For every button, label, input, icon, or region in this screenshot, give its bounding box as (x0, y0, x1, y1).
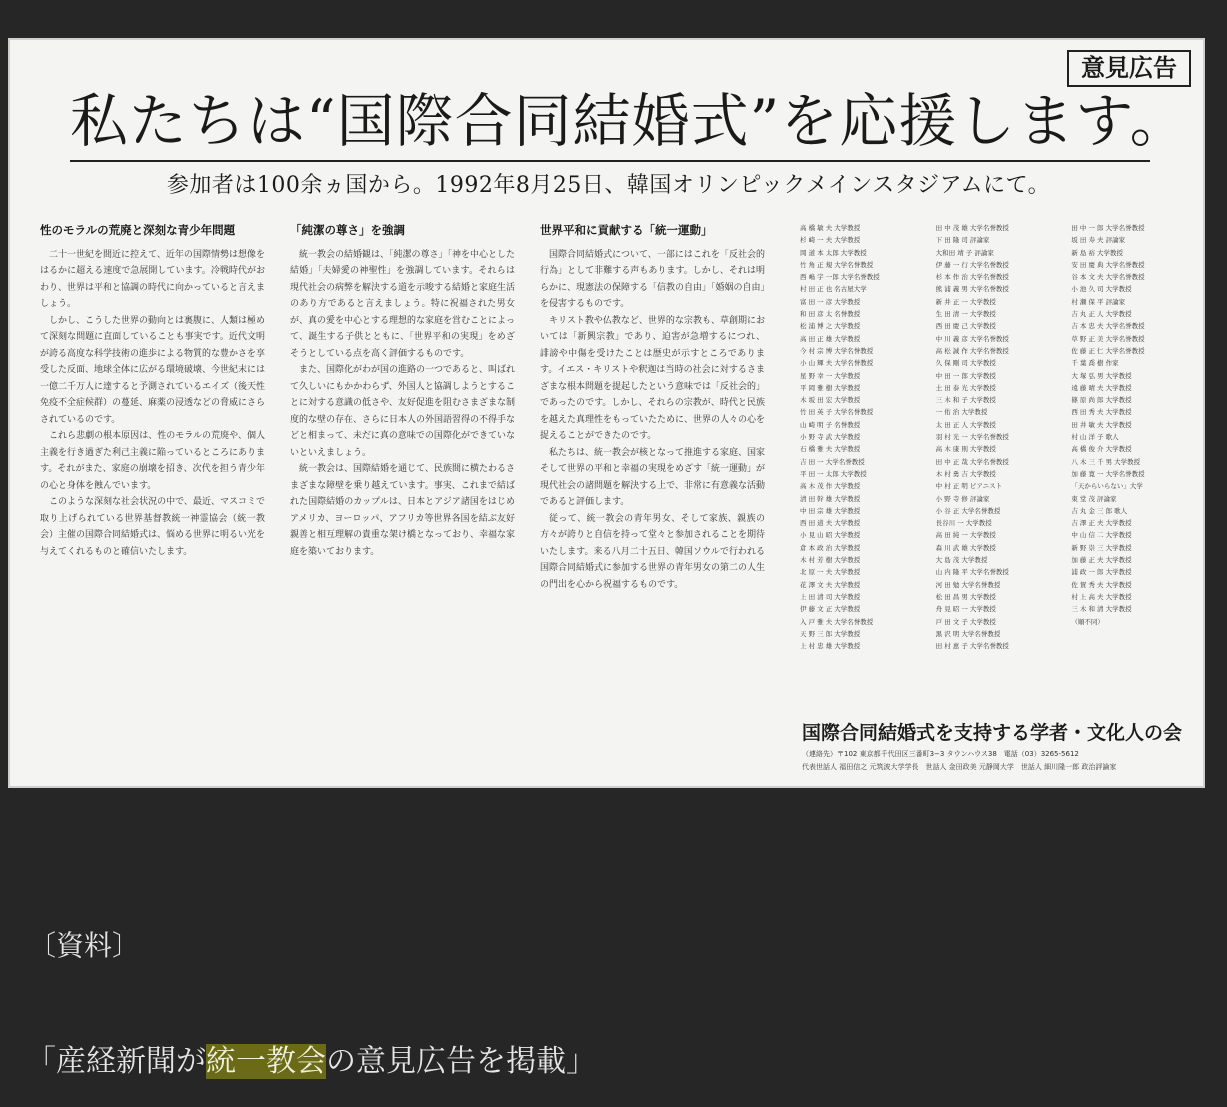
supporter-name: 羽 村 光 一 大学名誉教授 (935, 433, 1009, 442)
column-paragraph: また、国際化がわが国の進路の一つであると、叫ばれて久しいにもかかわらず、外国人と協調しようとすることに対する意識の低さや、友好促進を阻むさまざまな制度的な壁の存在、さらに日本人の外国語習得の不得手などと相まって、未だに真の意味での国際化ができていないといえましょう。 (290, 365, 516, 458)
supporter-name: 村 山 洋 子 歌人 (1071, 433, 1119, 442)
material-label: 〔資料〕 (28, 929, 141, 962)
supporter-name: 黒 沢 明 大学名誉教授 (935, 629, 1001, 638)
supporter-name: 高 田 正 雄 大学教授 (800, 334, 861, 343)
supporter-name: 竹 田 英 子 大学名誉教授 (800, 408, 874, 417)
supporter-name: 村 瀬 保 平 評論家 (1071, 297, 1126, 306)
supporter-name: 平 田 一 太郎 大学教授 (800, 469, 867, 478)
contact-line: （連絡先）〒102 東京都千代田区三番町3−3 タウンハウス38 電話（03）3265-5612 (802, 750, 1079, 758)
supporter-name: 松 浦 博 之 大学教授 (800, 322, 861, 331)
supporter-name: 田 村 恵 子 大学名誉教授 (935, 642, 1009, 651)
supporter-name: 伊 藤 文 正 大学教授 (800, 605, 861, 614)
supporter-name: 加 藤 正 夫 大学教授 (1071, 556, 1132, 565)
column-paragraph: しかし、こうした世界の動向とは裏腹に、人類は極めて深刻な問題に直面していることも事実です。近代文明が誇る高度な科学技術の進歩による物質的な豊かさを享受した反面、地球全体に広がる環境破壊、今世紀末には一億二千万人に達すると予測されているエイズ（後天性免疫不全症候群）の蔓延、麻薬の浸透などの脅威にさらされているのです。 (40, 315, 266, 425)
supporter-name: 西 嶋 宇 一郎 大学名誉教授 (800, 273, 880, 282)
supporter-name: 千 葉 喬 樹 作家 (1071, 359, 1119, 368)
newspaper-ad-clipping (8, 38, 1205, 788)
supporter-name: 伊 藤 一 行 大学名誉教授 (935, 260, 1009, 269)
supporter-name: 長谷川 一 大学教授 (935, 519, 992, 528)
supporter-name: 星 野 幸 一 大学教授 (800, 371, 861, 380)
supporter-name: 清 田 幹 雄 大学教授 (800, 494, 861, 503)
supporter-name: 入 戸 雅 夫 大学名誉教授 (800, 617, 874, 626)
supporter-name: 新 井 正 一 大学教授 (935, 297, 996, 306)
supporter-name: 平 岡 雅 樹 大学教授 (800, 383, 861, 392)
supporter-name: 小 池 久 司 大学教授 (1071, 285, 1132, 294)
supporter-name: 今 村 宗 博 大学名誉教授 (800, 346, 874, 355)
caption-text (26, 1036, 596, 1080)
supporter-name: 西 田 道 夫 大学教授 (800, 519, 861, 528)
column-paragraph: これら悲劇の根本原因は、性のモラルの荒廃や、個人主義を行き過ぎた利己主義に陥っているところにあります。それがまた、家庭の崩壊を招き、次代を担う青少年の心と身体を蝕んでいます。 (40, 431, 266, 491)
supporter-name: 高 木 康 則 大学教授 (935, 445, 996, 454)
supporter-name: 太 田 正 人 大学教授 (935, 420, 996, 429)
column-paragraph: このような深刻な社会状況の中で、最近、マスコミで取り上げられている世界基督教統一神霊協会（統一教会）主催の国際合同結婚式は、悩める世界に明るい光を与えてくれるものと確信いたします。 (40, 497, 266, 557)
supporter-name: 八 木 三 千 男 大学教授 (1071, 457, 1141, 466)
contact-info (802, 748, 1197, 774)
supporter-name: 富 田 一 彦 大学教授 (800, 297, 861, 306)
column-paragraph: 二十一世紀を間近に控えて、近年の国際情勢は想像をはるかに超える速度で急展開しています。冷戦時代がおわり、世界は平和と協調の時代に向かっていると言えましょう。 (40, 249, 266, 309)
supporter-name: 田 中 茂 雄 大学名誉教授 (935, 224, 1009, 232)
column-title: 性のモラルの荒廃と深刻な青少年問題 (40, 223, 236, 237)
supporter-name: 村 田 正 也 名古屋大学 (800, 285, 867, 294)
organization-name: 国際合同結婚式を支持する学者・文化人の会 (802, 722, 1183, 744)
ad-headline: 私たちは“国際合同結婚式”を応援します。 (70, 90, 1150, 162)
supporter-name: 高 木 茂 作 大学教授 (800, 482, 861, 491)
column-title: 「純潔の尊さ」を強調 (290, 223, 405, 237)
supporter-name: 小 見 山 昭 大学教授 (800, 531, 861, 540)
caption-open-quote: 「 (26, 1044, 56, 1079)
supporter-name: 木 村 勇 吉 大学教授 (935, 469, 996, 478)
supporter-name: 「天からいらない」大学 (1071, 482, 1143, 491)
supporter-name: 上 村 忠 雄 大学教授 (800, 642, 861, 651)
supporter-name: 篠 原 尚 郎 大学教授 (1071, 396, 1132, 405)
supporter-name: 吉 田 一 大学名誉教授 (800, 457, 865, 466)
column-body (40, 247, 265, 561)
supporter-name: 北 原 一 夫 大学教授 (800, 568, 861, 577)
supporter-name: 中 川 義 彦 大学名誉教授 (935, 334, 1009, 343)
supporter-name: 一 佑 治 大学教授 (935, 408, 988, 417)
supporter-name: （順不同） (1071, 617, 1104, 626)
supporter-name: 小 野 寺 修 評論家 (935, 494, 990, 503)
supporter-name: 杉 崎 一 夫 大学教授 (800, 236, 861, 245)
supporter-name: 坂 田 寿 夫 評論家 (1071, 236, 1126, 245)
supporter-name: 安 田 慶 典 大学名誉教授 (1071, 260, 1145, 269)
supporter-name: 高 松 誠 作 大学名誉教授 (935, 346, 1009, 355)
supporter-name: 村 上 高 夫 大学教授 (1071, 592, 1132, 601)
supporter-names-list (800, 222, 1195, 722)
supporter-name: 高 橋 俊 介 大学教授 (1071, 445, 1132, 454)
supporter-name: 山 内 隆 平 大学名誉教授 (935, 568, 1009, 577)
ad-subheadline: 参加者は100余ヵ国から。1992年8月25日、韓国オリンピックメインスタジアムにて。 (166, 173, 1051, 198)
column-paragraph: キリスト教や仏教など、世界的な宗教も、草創期においては「新興宗教」であり、迫害が急増するにつれ、誹謗や中傷を受けたことは歴史が示すところであります。イエス・キリストや釈迦は当時の社会に対するさまざまな根本問題を提起したという意味では「反社会的」であったのです。しかし、それらの宗教が、時代と民族を越えた真理性をもっていたために、世界の人々の心を捉えることができたのです。 (540, 315, 766, 441)
supporter-name: 谷 本 文 夫 大学名誉教授 (1071, 273, 1145, 282)
supporter-name: 和 田 彦 太 名誉教授 (800, 310, 861, 319)
highlighted-term[interactable]: 統一教会 (206, 1044, 326, 1079)
supporter-name: 松 田 昌 男 大学教授 (935, 592, 996, 601)
ad-column-3 (540, 222, 765, 593)
supporter-name: 杉 本 作 治 大学名誉教授 (935, 273, 1009, 282)
supporter-name: 上 田 清 司 大学教授 (800, 592, 861, 601)
ad-column-2 (290, 222, 515, 560)
supporter-name: 吉 澤 正 夫 大学教授 (1071, 519, 1132, 528)
supporter-name: 小 野 寺 武 大学教授 (800, 433, 861, 442)
supporter-name: 中 山 信 二 大学教授 (1071, 531, 1132, 540)
column-paragraph: 統一教会は、国際結婚を通じて、民族間に横たわるさまざまな障壁を乗り越えています。事実、これまで結ばれた国際結婚のカップルは、日本とアジア諸国をはじめアメリカ、ヨーロッパ、アフリカ等世界各国を結ぶ友好親善と相互理解の貴重な架け橋となっており、幸福な家庭を築いております。 (290, 464, 516, 557)
supporter-name: 西 田 慶 己 大学教授 (935, 322, 996, 331)
supporter-name: 吉 本 忠 夫 大学名誉教授 (1071, 322, 1145, 331)
supporter-name: 中 田 一 郎 大学教授 (935, 371, 996, 380)
supporter-name: 小 山 輝 夫 大学名誉教授 (800, 359, 874, 368)
supporter-name: 石 橋 雅 夫 大学教授 (800, 445, 861, 454)
supporter-name: 佐 藤 正 仁 大学名誉教授 (1071, 346, 1145, 355)
supporter-name: 大 島 茂 大学教授 (935, 556, 988, 565)
supporter-name: 下 田 隆 司 評論家 (935, 236, 990, 245)
supporter-name: 中 村 正 明 ピアニスト (935, 482, 1003, 491)
supporter-name: 高 田 純 一 大学教授 (935, 531, 996, 540)
supporter-name: 小 谷 正 大学名誉教授 (935, 506, 1001, 515)
officers-line: 代表世話人 福田信之 元筑波大学学長 世話人 金田政美 元静岡大学 世話人 細川隆一郎 政治評論家 (802, 763, 1117, 771)
supporter-name: 土 田 泰 光 大学教授 (935, 383, 996, 392)
supporter-name: 新 島 裕 大学教授 (1071, 248, 1124, 257)
supporter-name: 大和田 靖 子 評論家 (935, 248, 994, 257)
column-body (290, 247, 515, 561)
supporter-name: 吉 丸 金 三 郎 歌人 (1071, 506, 1128, 515)
caption-after: の意見広告を掲載 (326, 1044, 566, 1079)
caption-before: 産経新聞が (56, 1044, 206, 1079)
supporter-name: 河 田 勉 大学名誉教授 (935, 580, 1001, 589)
supporter-name: 三 木 和 子 大学教授 (935, 396, 996, 405)
supporter-name: 大 塚 弘 男 大学教授 (1071, 371, 1132, 380)
names-column (800, 222, 924, 722)
column-title: 世界平和に貢献する「統一運動」 (540, 223, 713, 237)
column-body (540, 247, 765, 594)
supporter-name: 吉 丸 正 人 大学教授 (1071, 310, 1132, 319)
supporter-name: 竹 角 正 規 大学名誉教授 (800, 260, 874, 269)
supporter-name: 遠 藤 晴 夫 大学教授 (1071, 383, 1132, 392)
caption-close-quote: 」 (566, 1044, 596, 1079)
supporter-name: 森 川 武 雄 大学教授 (935, 543, 996, 552)
supporter-name: 生 田 清 一 大学教授 (935, 310, 996, 319)
supporter-name: 浦 政 一 郎 大学教授 (1071, 568, 1132, 577)
column-paragraph: 国際合同結婚式について、一部にはこれを「反社会的行為」として非難する声もあります。しかし、それは明らかに、現憲法の保障する「信教の自由」「婚姻の自由」を侵害するものです。 (540, 249, 766, 309)
supporter-name: 岡 道 本 太郎 大学教授 (800, 248, 867, 257)
supporter-name: 熊 浦 義 男 大学名誉教授 (935, 285, 1009, 294)
supporter-name: 東 堂 茂 評論家 (1071, 494, 1117, 503)
supporter-name: 山 崎 明 子 名誉教授 (800, 420, 861, 429)
supporter-name: 花 澤 文 夫 大学教授 (800, 580, 861, 589)
supporter-name: 舟 見 昭 一 大学教授 (935, 605, 996, 614)
supporter-name: 戸 田 文 子 大学教授 (935, 617, 996, 626)
supporter-name: 西 田 秀 夫 大学教授 (1071, 408, 1132, 417)
supporter-name: 田 井 敏 夫 大学教授 (1071, 420, 1132, 429)
supporter-name: 中 田 宗 雄 大学教授 (800, 506, 861, 515)
supporter-name: 木 村 芳 樹 大学教授 (800, 556, 861, 565)
supporter-name: 久 保 剛 司 大学教授 (935, 359, 996, 368)
supporter-name: 加 藤 寛 一 大学名誉教授 (1071, 469, 1145, 478)
column-paragraph: 従って、統一教会の青年男女、そして家族、親族の方々が誇りと自信を持って堂々と参加されることを期待いたします。来る八月二十五日、韓国ソウルで行われる国際合同結婚式に参加する世界の青年男女の第二の人生の門出を心から祝福するものです。 (540, 513, 766, 590)
supporter-name: 倉 本 政 治 大学教授 (800, 543, 861, 552)
supporter-name: 田 中 一 郎 大学名誉教授 (1071, 224, 1145, 232)
ad-column-1 (40, 222, 265, 560)
supporter-name: 天 野 三 郎 大学教授 (800, 629, 861, 638)
supporter-name: 三 木 和 清 大学教授 (1071, 605, 1132, 614)
ad-label: 意見広告 (1067, 50, 1191, 87)
names-column (936, 222, 1060, 722)
supporter-name: 草 野 正 美 大学名誉教授 (1071, 334, 1145, 343)
supporter-name: 新 野 崇 三 大学教授 (1071, 543, 1132, 552)
column-paragraph: 統一教会の結婚観は、「純潔の尊さ」「神を中心とした結婚」「夫婦愛の神聖性」を強調しています。それらは現代社会の病弊を解決する道を示唆する結婚と家庭生活のあり方であると言えましょう。特に祝福された男女が、真の愛を中心とする理想的な家庭を営むことによって、誕生する子供とともに、「世界平和の実現」をめざそうとしている点を高く評価するものです。 (290, 249, 516, 359)
column-paragraph: 私たちは、統一教会が核となって推進する家庭、国家そして世界の平和と幸福の実現をめざす「統一運動」が現代社会の諸問題を解決する上で、非常に有意義な活動であると評価します。 (540, 447, 766, 507)
names-column (1071, 222, 1195, 722)
supporter-name: 高 橋 敏 夫 大学教授 (800, 224, 861, 232)
supporter-name: 田 中 正 哉 大学名誉教授 (935, 457, 1009, 466)
supporter-name: 佐 賀 秀 夫 大学教授 (1071, 580, 1132, 589)
supporter-name: 木 坂 田 宏 大学教授 (800, 396, 861, 405)
